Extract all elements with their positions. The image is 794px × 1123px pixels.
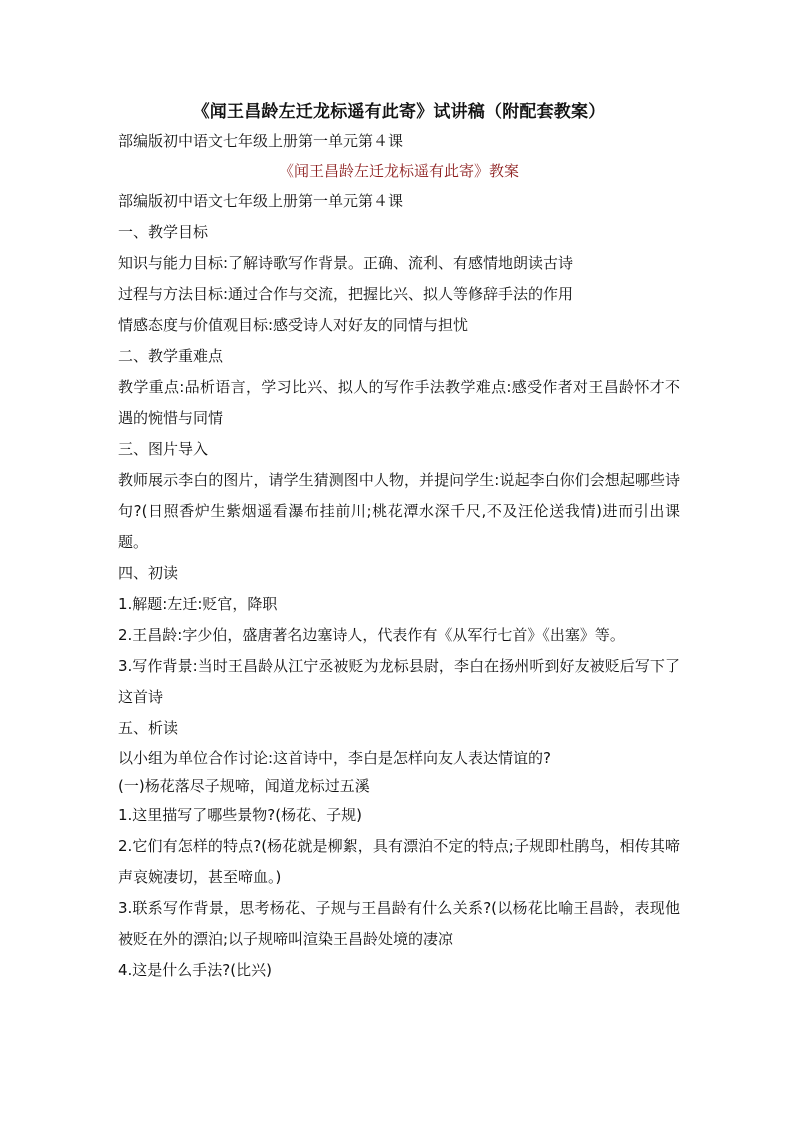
goal-knowledge: 知识与能力目标:了解诗歌写作背景。正确、流利、有感情地朗读古诗 [118, 254, 574, 272]
goal-process: 过程与方法目标:通过合作与交流，把握比兴、拟人等修辞手法的作用 [118, 285, 574, 303]
question-1: 1.这里描写了哪些景物?(杨花、子规) [118, 806, 362, 824]
section-heading-goals: 一、教学目标 [118, 223, 209, 241]
document-page [118, 98, 680, 986]
question-4: 4.这是什么手法?(比兴) [118, 961, 272, 979]
intro-paragraph: 教师展示李白的图片，请学生猜测图中人物，并提问学生:说起李白你们会想起哪些诗句?(日照香炉生紫烟遥看瀑布挂前川;桃花潭水深千尺,不及汪伦送我情)进而引出课题。 [118, 471, 680, 551]
section-heading-first-reading: 四、初读 [118, 564, 179, 582]
section-heading-key-points: 二、教学重难点 [118, 347, 224, 365]
analysis-subheading-1: (一)杨花落尽子规啼，闻道龙标过五溪 [118, 777, 370, 795]
reading-item-2: 2.王昌龄:字少伯，盛唐著名边塞诗人，代表作有《从军行七首》《出塞》等。 [118, 626, 625, 644]
question-2: 2.它们有怎样的特点?(杨花就是柳絮，具有漂泊不定的特点;子规即杜鹃鸟，相传其啼声哀婉凄切，甚至啼血。) [118, 837, 680, 886]
section-heading-intro: 三、图片导入 [118, 440, 209, 458]
goal-emotion: 情感态度与价值观目标:感受诗人对好友的同情与担忧 [118, 316, 469, 334]
reading-item-3: 3.写作背景:当时王昌龄从江宁丞被贬为龙标县尉，李白在扬州听到好友被贬后写下了这首诗 [118, 657, 680, 706]
question-3: 3.联系写作背景，思考杨花、子规与王昌龄有什么关系?(以杨花比喻王昌龄，表现他被贬在外的漂泊;以子规啼叫渲染王昌龄处境的凄凉 [118, 899, 680, 948]
lesson-heading: 《闻王昌龄左迁龙标遥有此寄》教案 [278, 162, 519, 180]
subtitle-line: 部编版初中语文七年级上册第一单元第４课 [118, 132, 404, 150]
subtitle-line-2: 部编版初中语文七年级上册第一单元第４课 [118, 192, 404, 210]
analysis-intro: 以小组为单位合作讨论:这首诗中，李白是怎样向友人表达情谊的? [118, 749, 552, 767]
reading-item-1: 1.解题:左迁:贬官，降职 [118, 595, 278, 613]
section-heading-analysis: 五、析读 [118, 719, 179, 737]
document-title: 《闻王昌龄左迁龙标遥有此寄》试讲稿（附配套教案） [192, 102, 606, 122]
key-points-paragraph: 教学重点:品析语言，学习比兴、拟人的写作手法教学难点:感受作者对王昌龄怀才不遇的惋惜与同情 [118, 378, 680, 427]
